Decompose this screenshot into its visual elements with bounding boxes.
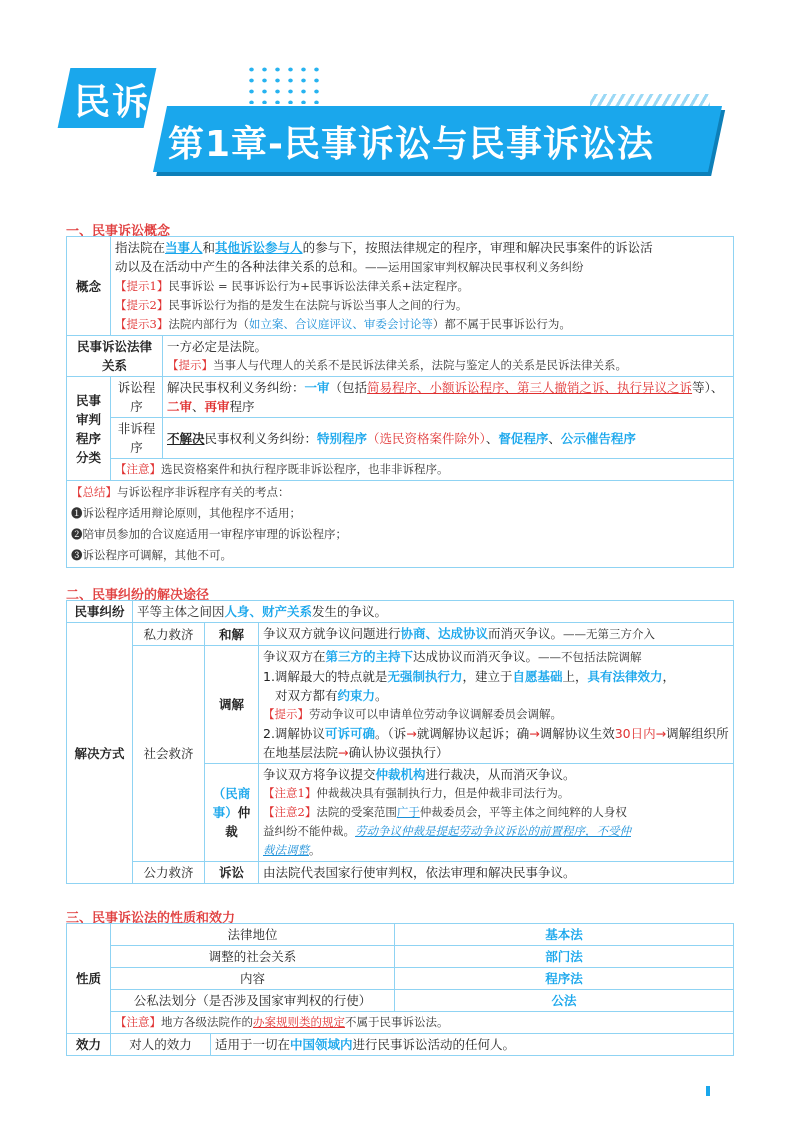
label-public-relief: 公力救济 (133, 862, 205, 884)
section-1-title: 一、民事诉讼概念 (66, 224, 171, 239)
legal-relation-body: 一方必定是法院。 【提示】当事人与代理人的关系不是民诉法律关系，法院与鉴定人的关系是民诉法律关系。 (163, 336, 734, 377)
label-mediation: 调解 (205, 646, 259, 764)
label-legal-relation: 民事诉讼法律关系 (67, 336, 163, 377)
nature-value-0: 基本法 (395, 924, 734, 946)
nature-value-3: 公法 (395, 990, 734, 1012)
nature-key-0: 法律地位 (111, 924, 395, 946)
nature-key-2: 内容 (111, 968, 395, 990)
subject-tag: 民诉 (74, 82, 151, 123)
label-litigation: 诉讼程序 (111, 377, 163, 418)
arbitration-body: 争议双方将争议提交仲裁机构进行裁决，从而消灭争议。 【注意1】仲裁裁决具有强制执行力，但是仲裁非司法行为。 【注意2】法院的受案范围广于仲裁委员会，平等主体之间纯粹的人身权 益纠纷不能仲裁。劳动争议仲裁是提起劳动争议诉讼的前置程序，不受仲 裁法调整。 (259, 764, 734, 862)
chapter-banner (60, 64, 720, 176)
label-nature: 性质 (67, 924, 111, 1034)
nature-value-2: 程序法 (395, 968, 734, 990)
label-methods: 解决方式 (67, 623, 133, 884)
label-litigation-method: 诉讼 (205, 862, 259, 884)
litigation-method-body: 由法院代表国家行使审判权，依法审理和解决民事争议。 (259, 862, 734, 884)
label-effect: 效力 (67, 1034, 111, 1056)
summary-box: 【总结】与诉讼程序非诉程序有关的考点： ❶诉讼程序适用辩论原则，其他程序不适用； ❷陪审员参加的合议庭适用一审程序审理的诉讼程序； ❸诉讼程序可调解，其他不可。 (67, 481, 734, 568)
nature-key-1: 调整的社会关系 (111, 946, 395, 968)
nature-note: 【注意】地方各级法院作的办案规则类的规定不属于民事诉讼法。 (111, 1012, 734, 1034)
label-arbitration: （民商 事）仲 裁 (205, 764, 259, 862)
label-settlement: 和解 (205, 623, 259, 646)
label-non-litigation: 非诉程序 (111, 418, 163, 459)
section-3-title: 三、民事诉讼法的性质和效力 (66, 911, 236, 926)
table-concept (66, 236, 734, 568)
non-litigation-body: 不解决民事权利义务纠纷：特别程序（选民资格案件除外）、督促程序、公示催告程序 (163, 418, 734, 459)
dot-pattern (245, 64, 325, 104)
nature-value-1: 部门法 (395, 946, 734, 968)
dispute-body: 平等主体之间因人身、财产关系发生的争议。 (133, 601, 734, 623)
label-procedure-class: 民事审判程序分类 (67, 377, 111, 481)
nature-key-3: 公私法划分（是否涉及国家审判权的行使） (111, 990, 395, 1012)
page-marker (706, 1086, 710, 1096)
label-concept: 概念 (67, 237, 111, 336)
label-personal-effect: 对人的效力 (111, 1034, 211, 1056)
table-resolution (66, 600, 734, 884)
procedure-note: 【注意】选民资格案件和执行程序既非诉讼程序，也非非诉程序。 (111, 459, 734, 481)
label-dispute: 民事纠纷 (67, 601, 133, 623)
chapter-title: 第1章-民事诉讼与民事诉讼法 (168, 124, 654, 165)
settlement-body: 争议双方就争议问题进行协商、达成协议而消灭争议。——无第三方介入 (259, 623, 734, 646)
concept-body: 指法院在当事人和其他诉讼参与人的参与下，按照法律规定的程序，审理和解决民事案件的诉讼活 动以及在活动中产生的各种法律关系的总和。——运用国家审判权解决民事权利义务纠纷 【提示1】民事诉讼 = 民事诉讼行为+民事诉讼法律关系+法定程序。 【提示2】民事诉讼行为指的是发生在法院与诉讼当事人之间的行为。 【提示3】法院内部行为（如立案、合议庭评议、审委会讨论等）都不属于民事诉讼行为。 (111, 237, 734, 336)
table-nature (66, 923, 734, 1056)
mediation-body: 争议双方在第三方的主持下达成协议而消灭争议。——不包括法院调解 1.调解最大的特点就是无强制执行力，建立于自愿基础上，具有法律效力， 对双方都有约束力。 【提示】劳动争议可以申请单位劳动争议调解委员会调解。 2.调解协议可诉可确。（诉→就调解协议起诉；确→调解协议生效30日内→调解组织所在地基层法院→确认协议强执行） (259, 646, 734, 764)
section-2-title: 二、民事纠纷的解决途径 (66, 588, 210, 603)
litigation-body: 解决民事权利义务纠纷：一审（包括简易程序、小额诉讼程序、第三人撤销之诉、执行异议之诉等）、二审、再审程序 (163, 377, 734, 418)
label-private-relief: 私力救济 (133, 623, 205, 646)
personal-effect-body: 适用于一切在中国领域内进行民事诉讼活动的任何人。 (211, 1034, 734, 1056)
label-social-relief: 社会救济 (133, 646, 205, 862)
